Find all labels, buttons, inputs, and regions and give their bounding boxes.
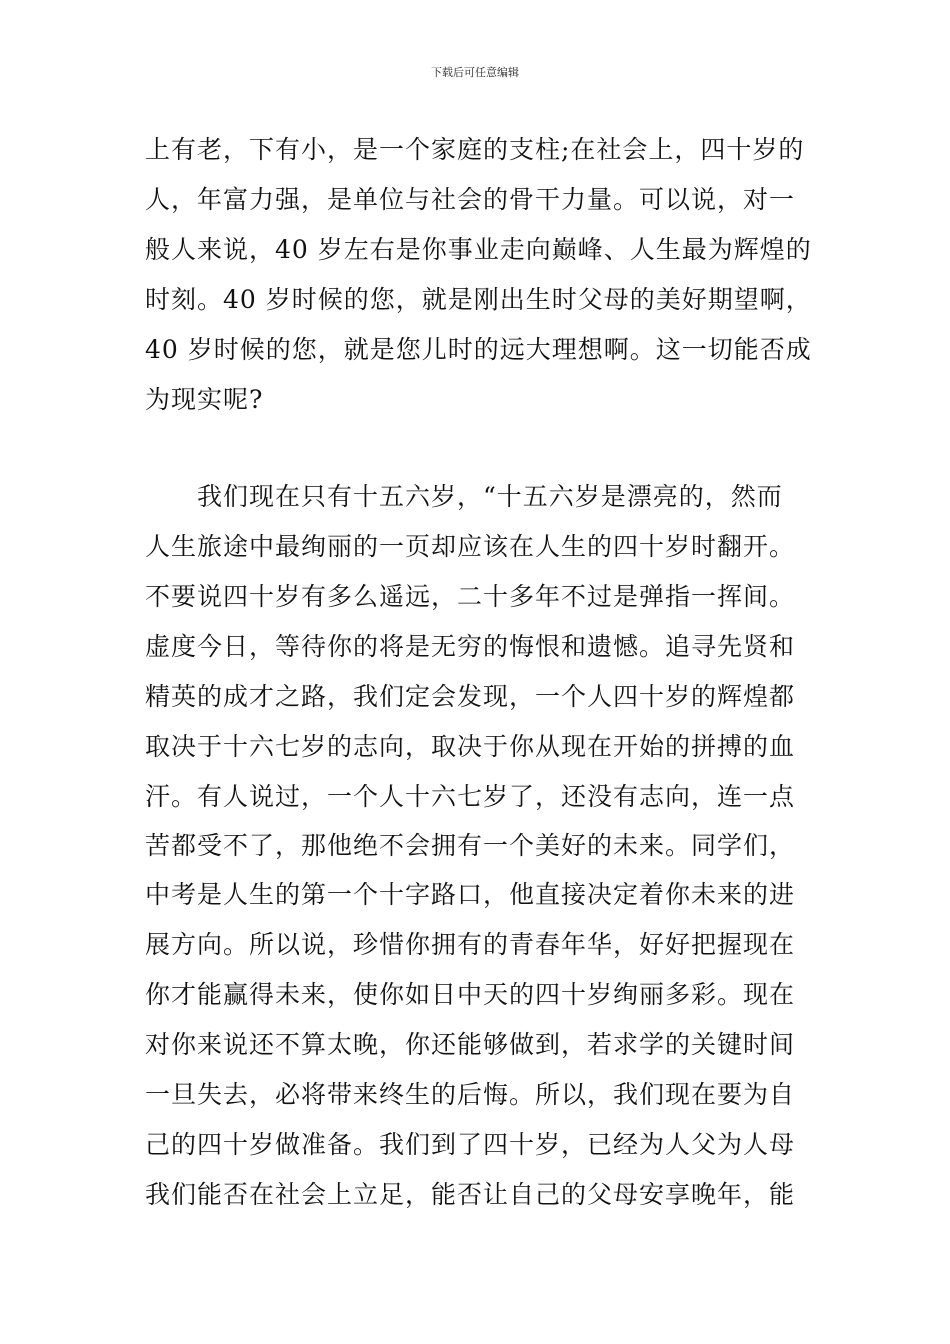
text-line: 汗。有人说过，一个人十六七岁了，还没有志向，连一点 [145,782,796,811]
text-line: 展方向。所以说，珍惜你拥有的青春年华，好好把握现在 [145,930,796,959]
text-line: 为现实呢? [145,385,264,414]
text-line: 人生旅途中最绚丽的一页却应该在人生的四十岁时翻开。 [145,532,796,561]
text-line: 取决于十六七岁的志向，取决于你从现在开始的拼搏的血 [145,732,796,761]
text-line: 我们能否在社会上立足，能否让自己的父母安享晚年，能 [145,1180,796,1209]
text-line: 上有老，下有小，是一个家庭的支柱;在社会上，四十岁的 [145,135,805,164]
text-line: 我们现在只有十五六岁，“十五六岁是漂亮的，然而 [197,482,783,511]
text-line: 虚度今日，等待你的将是无穷的悔恨和遗憾。追寻先贤和 [145,632,796,661]
page-header: 下载后可任意编辑 [431,66,519,79]
text-line: 时刻。40 岁时候的您，就是刚出生时父母的美好期望啊， [145,285,812,314]
text-line: 你才能赢得未来，使你如日中天的四十岁绚丽多彩。现在 [145,980,796,1009]
text-line: 对你来说还不算太晚，你还能够做到，若求学的关键时间 [145,1030,796,1059]
text-line: 40 岁时候的您，就是您儿时的远大理想啊。这一切能否成 [145,335,812,364]
text-line: 己的四十岁做准备。我们到了四十岁，已经为人父为人母 [145,1130,796,1159]
text-line: 人，年富力强，是单位与社会的骨干力量。可以说，对一 [145,185,796,214]
text-line: 苦都受不了，那他绝不会拥有一个美好的未来。同学们， [145,831,796,860]
text-line: 般人来说，40 岁左右是你事业走向巅峰、人生最为辉煌的 [145,235,812,264]
text-line: 一旦失去，必将带来终生的后悔。所以，我们现在要为自 [145,1080,796,1109]
text-line: 精英的成才之路，我们定会发现，一个人四十岁的辉煌都 [145,682,796,711]
text-line: 不要说四十岁有多么遥远，二十多年不过是弹指一挥间。 [145,582,796,611]
text-line: 中考是人生的第一个十字路口，他直接决定着你未来的进 [145,880,796,909]
